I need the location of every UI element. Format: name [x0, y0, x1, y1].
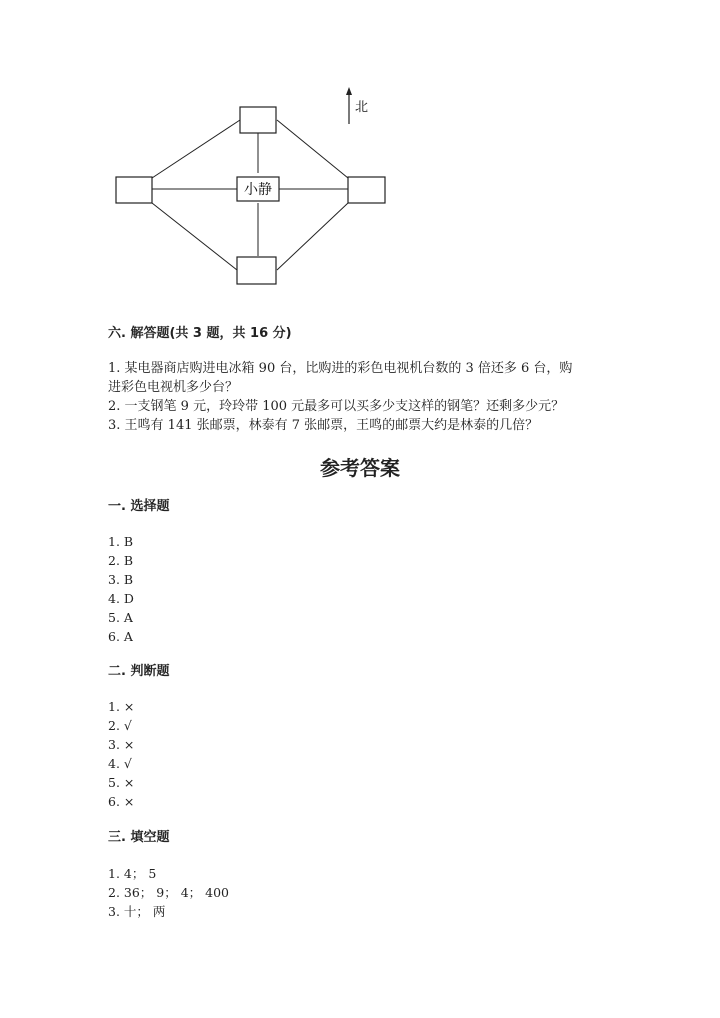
choice-heading: 一. 选择题 [108, 499, 170, 514]
list-item: 1. × [108, 699, 135, 714]
question-1-line-1: 1. 某电器商店购进电冰箱 90 台，比购进的彩色电视机台数的 3 倍还多 6 台，购 [108, 361, 573, 376]
box-bottom [237, 257, 276, 284]
list-item: 6. A [108, 629, 133, 644]
diagram-svg [0, 0, 720, 310]
section6-heading: 六. 解答题(共 3 题，共 16 分) [108, 326, 292, 341]
edge-top-left [152, 120, 240, 178]
question-3: 3. 王鸣有 141 张邮票，林泰有 7 张邮票，王鸣的邮票大约是林泰的几倍？ [108, 418, 539, 433]
list-item: 2. B [108, 553, 134, 568]
box-left [116, 177, 152, 203]
list-item: 4. √ [108, 756, 132, 771]
center-label: 小静 [244, 182, 272, 198]
box-top [240, 107, 276, 133]
list-item: 4. D [108, 591, 134, 606]
list-item: 2. √ [108, 718, 132, 733]
fill-heading: 三. 填空题 [108, 830, 170, 845]
list-item: 6. × [108, 794, 135, 809]
list-item: 2. 36； 9； 4； 400 [108, 885, 229, 900]
edge-bottom-right [277, 203, 348, 270]
edge-bottom-left [152, 203, 237, 270]
north-arrow-icon [346, 87, 352, 124]
judge-answer-list [108, 697, 134, 811]
box-right [348, 177, 385, 203]
list-item: 1. B [108, 534, 134, 549]
list-item: 3. 十； 两 [108, 904, 166, 919]
list-item: 1. 4； 5 [108, 866, 157, 881]
question-1-line-2: 进彩色电视机多少台？ [108, 380, 239, 395]
choice-answer-list [108, 532, 134, 646]
edge-top-right [277, 120, 348, 178]
question-2: 2. 一支钢笔 9 元，玲玲带 100 元最多可以买多少支这样的钢笔？还剩多少元？ [108, 399, 565, 414]
list-item: 3. × [108, 737, 135, 752]
fill-answer-list [108, 864, 229, 921]
list-item: 5. × [108, 775, 135, 790]
judge-heading: 二. 判断题 [108, 664, 170, 679]
list-item: 5. A [108, 610, 133, 625]
north-label: 北 [355, 100, 369, 115]
position-diagram [0, 0, 720, 310]
answers-title: 参考答案 [320, 456, 400, 480]
list-item: 3. B [108, 572, 134, 587]
